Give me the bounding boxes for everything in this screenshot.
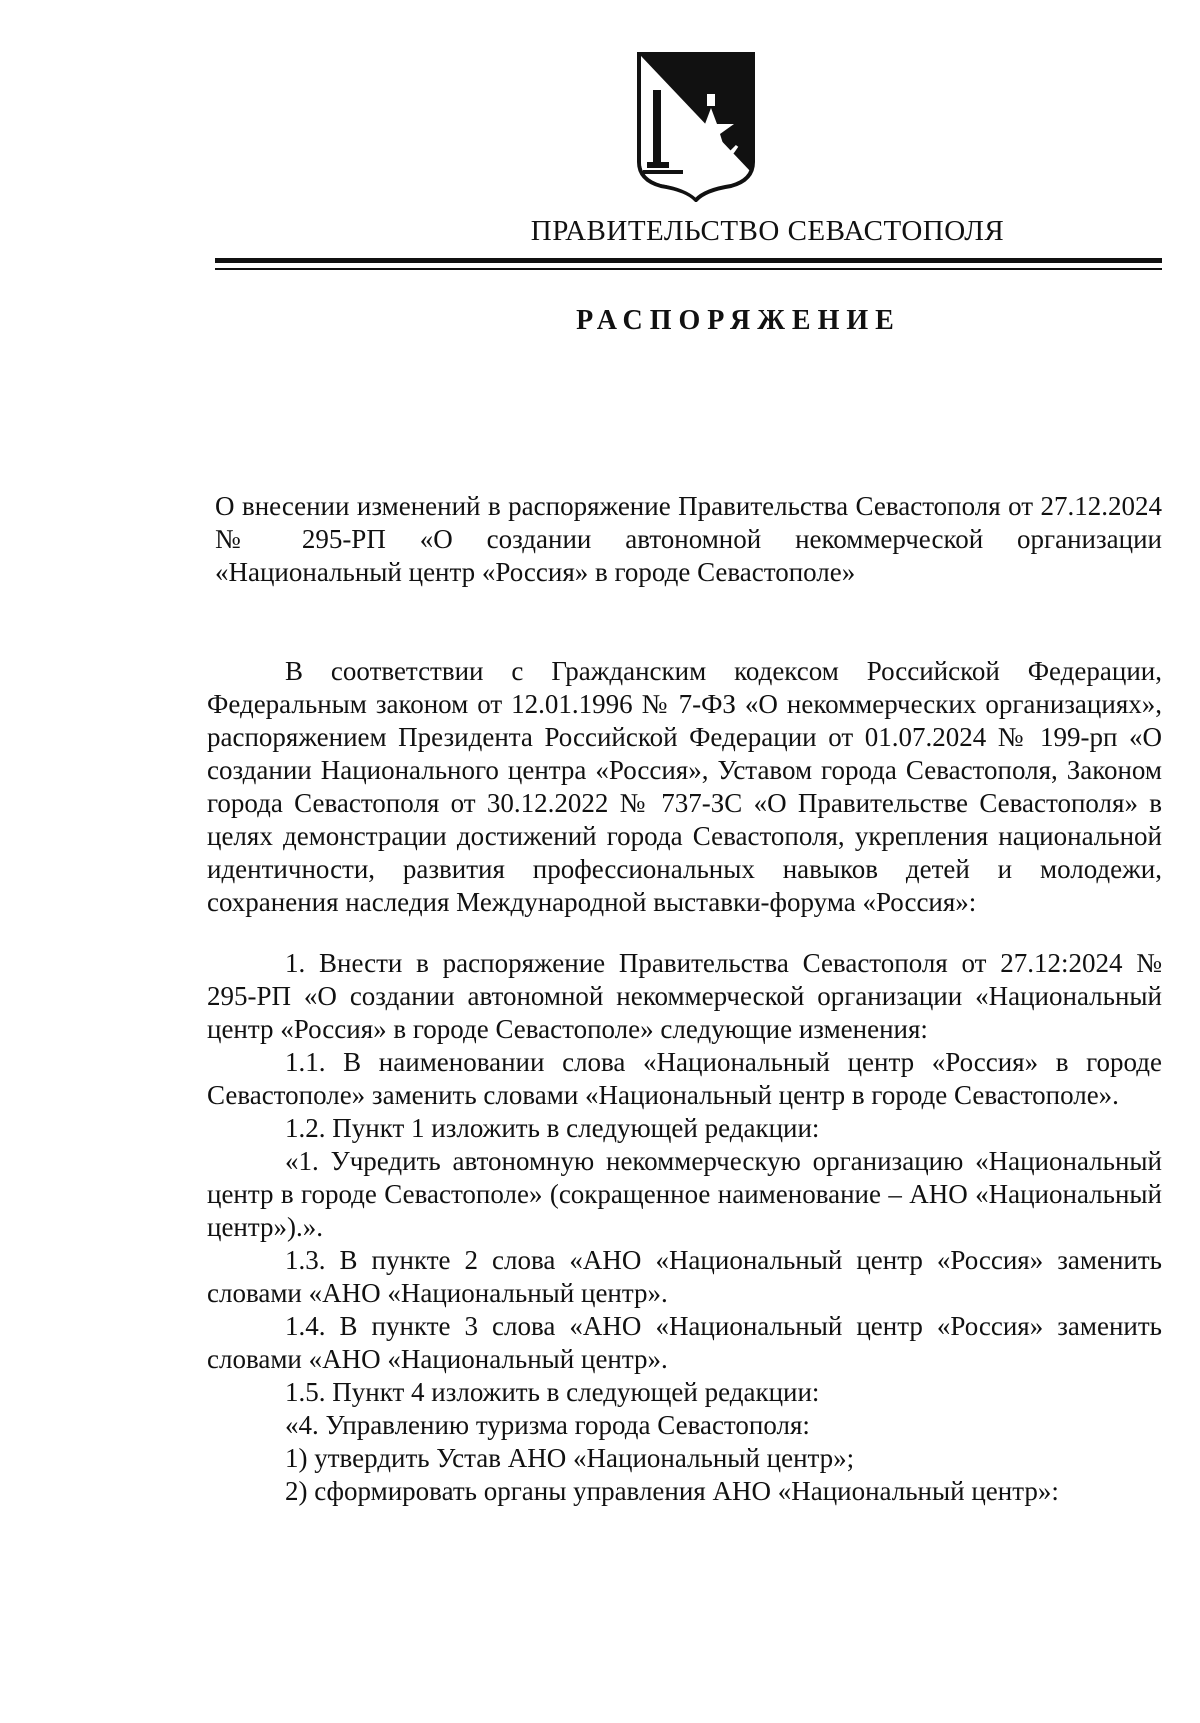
document-subject: О внесении изменений в распоряжение Правительства Севастополя от 27.12.2024 № 295-РП «О создании автономной некоммерческой организации «Национальный центр «Россия» в городе Севастополе» — [215, 491, 1162, 587]
item-1-1: 1.1. В наименовании слова «Национальный центр «Россия» в городе Севастополе» заменить словами «Национальный центр в городе Севастополе». — [207, 1047, 1162, 1110]
item-1-4: 1.4. В пункте 3 слова «АНО «Национальный центр «Россия» заменить словами «АНО «Национальный центр». — [207, 1311, 1162, 1374]
item-1-2-text: «1. Учредить автономную некоммерческую организацию «Национальный центр в городе Севастополе» (сокращенное наименование – АНО «Национальный центр»).». — [207, 1146, 1162, 1242]
item-4-sub-1: 1) утвердить Устав АНО «Национальный центр»; — [285, 1443, 855, 1473]
document-body — [207, 655, 1162, 1508]
document-type-heading: РАСПОРЯЖЕНИЕ — [576, 305, 901, 336]
item-1-3: 1.3. В пункте 2 слова «АНО «Национальный центр «Россия» заменить словами «АНО «Национальный центр». — [207, 1245, 1162, 1308]
coat-of-arms-icon — [633, 50, 759, 202]
item-4-sub-2: 2) сформировать органы управления АНО «Национальный центр»: — [285, 1476, 1059, 1506]
item-1: 1. Внести в распоряжение Правительства Севастополя от 27.12:2024 № 295-РП «О создании автономной некоммерческой организации «Национальный центр «Россия» в городе Севастополе» следующие изменения: — [207, 948, 1162, 1044]
header-rule-thin — [215, 268, 1162, 270]
header-rule-thick — [215, 258, 1162, 263]
preamble-paragraph: В соответствии с Гражданским кодексом Российской Федерации, Федеральным законом от 12.01.1996 № 7-ФЗ «О некоммерческих организациях», распоряжением Президента Российской Федерации от 01.07.2024 № 199-рп «О создании Национального центра «Россия», Уставом города Севастополя, Законом города Севастополя от 30.12.2022 № 737-ЗС «О Правительстве Севастополя» в целях демонстрации достижений города Севастополя, укрепления национальной идентичности, развития профессиональных навыков детей и молодежи, сохранения наследия Международной выставки-форума «Россия»: — [207, 656, 1162, 917]
government-title: ПРАВИТЕЛЬСТВО СЕВАСТОПОЛЯ — [530, 215, 1005, 247]
item-4-heading: «4. Управлению туризма города Севастополя: — [285, 1410, 810, 1440]
item-1-5: 1.5. Пункт 4 изложить в следующей редакции: — [285, 1377, 820, 1407]
item-1-2: 1.2. Пункт 1 изложить в следующей редакции: — [285, 1113, 820, 1143]
